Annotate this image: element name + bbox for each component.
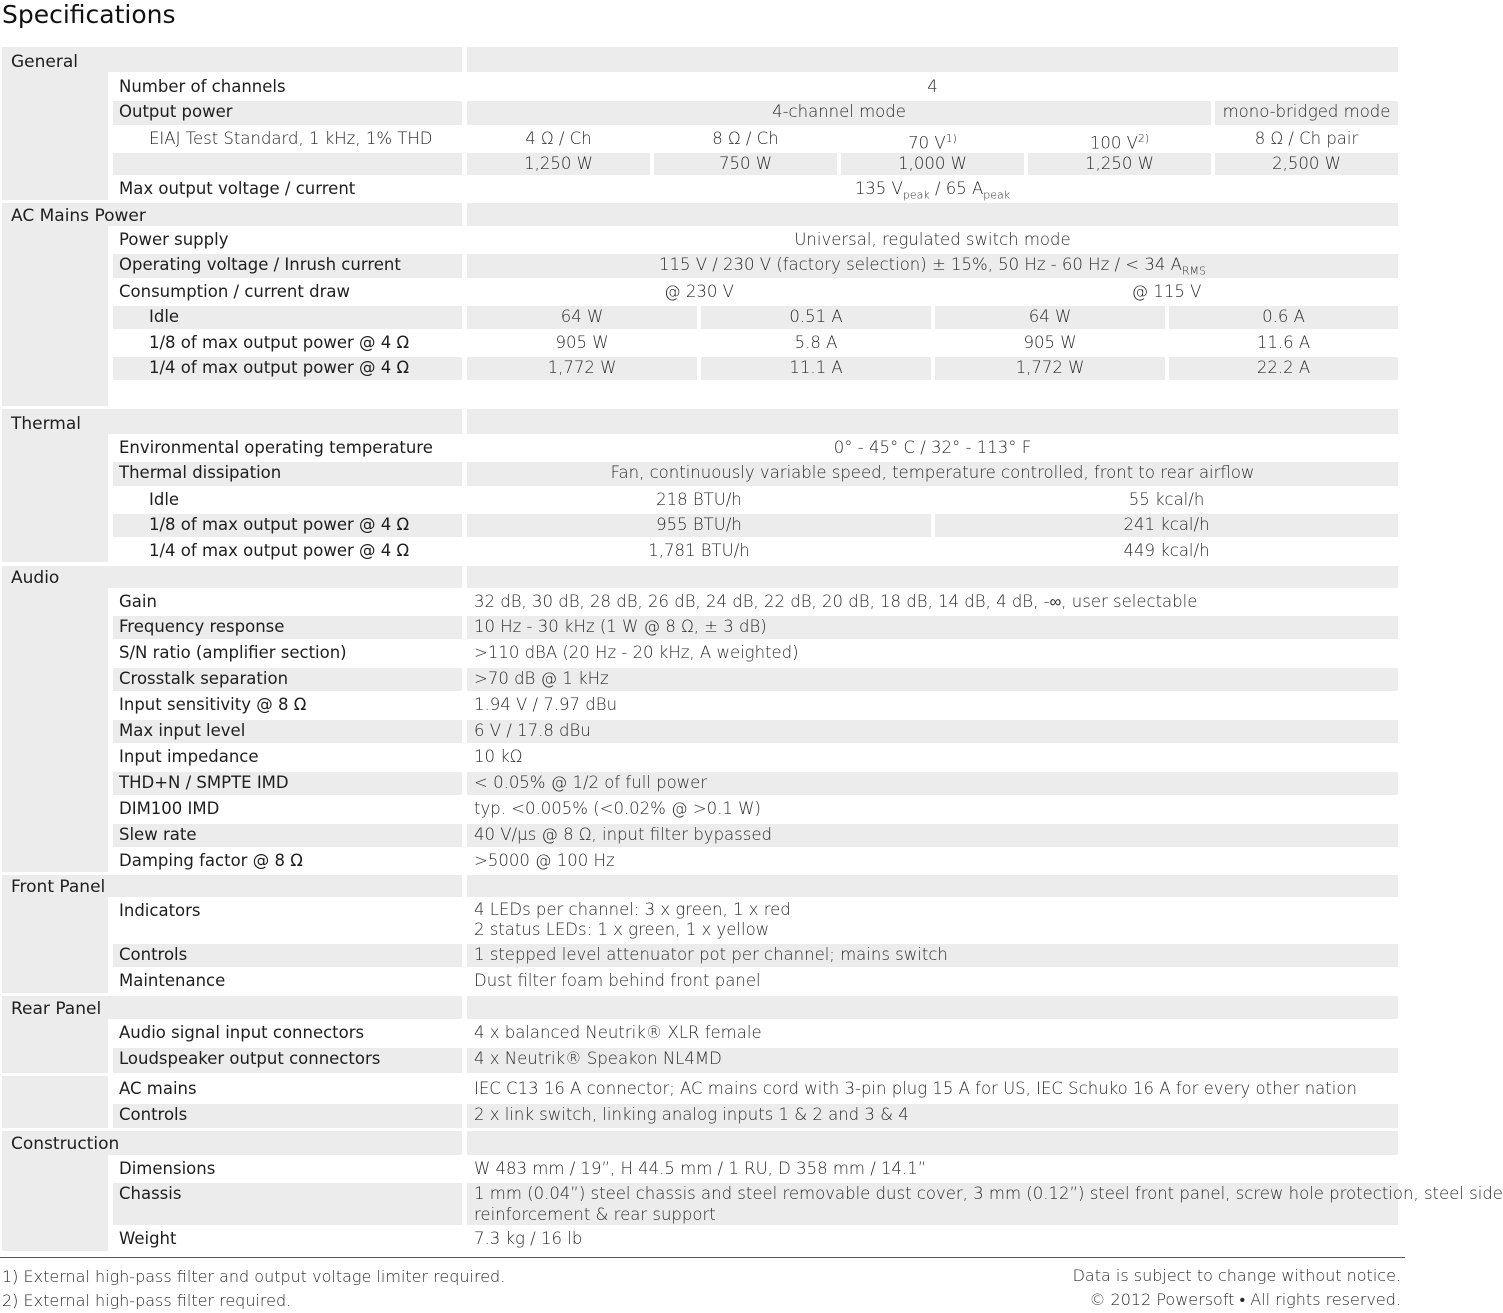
notice-line-2: © 2012 Powersoft • All rights reserved. (1089, 1290, 1401, 1309)
consumption-label: Consumption / current draw (119, 282, 350, 301)
dimensions-value: W 483 mm / 19”, H 44.5 mm / 1 RU, D 358 mm / 14.1” (474, 1159, 927, 1178)
audio-row-label: S/N ratio (amplifier section) (119, 643, 347, 662)
power-4ohm: 1,250 W (467, 153, 650, 175)
power-100v: 1,250 W (1028, 153, 1211, 175)
th-row-idle-v1: 218 BTU/h (656, 490, 742, 509)
audio-row-value: >110 dBA (20 Hz - 20 kHz, A weighted) (474, 643, 799, 662)
th-row-quarter-v2: 449 kcal/h (1123, 541, 1210, 560)
audio-row-value: 6 V / 17.8 dBu (467, 720, 1398, 743)
ac-row-idle-v1: 64 W (467, 306, 697, 329)
footnote-ref-2: 2) (1137, 132, 1150, 145)
supply-label: Power supply (119, 230, 229, 249)
ac-row-eighth-v3: 905 W (1023, 333, 1077, 352)
footnote-1: 1) External high-pass filter and output voltage limiter required. (2, 1267, 506, 1286)
section-rear-panel: Rear Panel (2, 996, 462, 1019)
audio-row-label: Damping factor @ 8 Ω (119, 851, 303, 870)
section-thermal-value-bar (467, 409, 1398, 434)
ac-row-quarter-label: 1/4 of max output power @ 4 Ω (113, 357, 462, 380)
supply-value: Universal, regulated switch mode (794, 230, 1071, 249)
section-audio: Audio (2, 566, 462, 588)
audio-row-value: 10 kΩ (474, 747, 523, 766)
voltage-label: Operating voltage / Inrush current (113, 254, 462, 278)
audio-row-value: 1.94 V / 7.97 dBu (474, 695, 618, 714)
eiaj-label: EIAJ Test Standard, 1 kHz, 1% THD (149, 129, 433, 148)
th-row-eighth-label: 1/8 of max output power @ 4 Ω (113, 514, 462, 537)
max-output-label: Max output voltage / current (119, 179, 356, 198)
audio-row-label: Gain (119, 592, 157, 611)
controls-label: Controls (113, 944, 462, 967)
audio-row-label: DIM100 IMD (119, 799, 220, 818)
section-audio-value-bar (467, 566, 1398, 588)
rear-row-label: Audio signal input connectors (119, 1023, 365, 1042)
section-bg-rear-2 (2, 1076, 108, 1128)
max-output-value: 135 $V_{peak} / 65$ $A_{peak}$ (854, 179, 1011, 202)
ac-row-eighth-v1: 905 W (555, 333, 609, 352)
ac-row-idle-v3: 64 W (935, 306, 1165, 329)
audio-row-label: Input sensitivity @ 8 Ω (119, 695, 307, 714)
footnote-ref-1: 1) (945, 132, 957, 145)
indicators-label: Indicators (119, 901, 201, 920)
maintenance-label: Maintenance (119, 971, 226, 990)
audio-row-label: Slew rate (113, 824, 462, 847)
th-row-eighth-v2: 241 kcal/h (935, 514, 1398, 537)
voltage-value: 115 V / 230 V (factory selection) ± 15%, 50 Hz - 60 Hz / < 34 $A_{RMS}$ (467, 254, 1398, 278)
load-8ohm-pair: 8 Ω / Ch pair (1254, 129, 1359, 148)
section-ac-value-bar (467, 203, 1398, 226)
section-general-value-bar (467, 47, 1398, 72)
notice-line-1: Data is subject to change without notice. (1072, 1266, 1401, 1285)
section-rear-value-bar (467, 996, 1398, 1019)
indicators-value: 4 LEDs per channel: 3 x green, 1 x red 2 status LEDs: 1 x green, 1 x yellow (474, 900, 791, 939)
audio-row-value: >5000 @ 100 Hz (474, 851, 615, 870)
rear-row-value: 4 x balanced Neutrik® XLR female (474, 1023, 762, 1042)
page-title: Specifications (2, 0, 176, 29)
section-thermal: Thermal (2, 409, 462, 434)
channels-label: Number of channels (119, 77, 286, 96)
power-8ohm: 750 W (654, 153, 837, 175)
audio-row-label: Frequency response (113, 616, 462, 639)
load-70v: 70 $V^{1)}$ (908, 132, 957, 153)
section-construction-value-bar (467, 1131, 1398, 1155)
audio-row-value: < 0.05% @ 1/2 of full power (467, 772, 1398, 795)
th-row-idle-label: Idle (149, 490, 180, 509)
audio-row-label: Input impedance (119, 747, 259, 766)
section-front-value-bar (467, 875, 1398, 897)
rear-row-label: Loudspeaker output connectors (113, 1048, 462, 1073)
output-power-label: Output power (113, 101, 462, 125)
section-front-panel: Front Panel (2, 875, 462, 897)
audio-row-value: typ. <0.005% (<0.02% @ >0.1 W) (474, 799, 761, 818)
ac-row-idle-v2: 0.51 A (701, 306, 931, 329)
section-general: General (2, 47, 462, 72)
audio-row-label: THD+N / SMPTE IMD (113, 772, 462, 795)
ac-row-quarter-v4: 22.2 A (1169, 357, 1398, 380)
footnote-2: 2) External high-pass filter required. (2, 1291, 292, 1310)
load-8ohm: 8 Ω / Ch (712, 129, 779, 148)
mode-mono: mono-bridged mode (1215, 101, 1398, 125)
th-row-idle-v2: 55 kcal/h (1128, 490, 1205, 509)
maintenance-value: Dust filter foam behind front panel (474, 971, 761, 990)
dissipation-label: Thermal dissipation (113, 462, 462, 486)
rear-row-value: 2 x link switch, linking analog inputs 1 & 2 and 3 & 4 (467, 1104, 1398, 1128)
rear-row-label: AC mains (119, 1079, 197, 1098)
th-row-quarter-label: 1/4 of max output power @ 4 Ω (149, 541, 410, 560)
weight-label: Weight (119, 1229, 177, 1248)
at-230v: @ 230 V (664, 282, 734, 301)
load-100v: 100 $V^{2)}$ (1089, 132, 1150, 153)
audio-row-value: >70 dB @ 1 kHz (467, 668, 1398, 691)
audio-row-value: 40 V/µs @ 8 Ω, input filter bypassed (467, 824, 1398, 847)
power-row-spacer (113, 153, 462, 175)
chassis-value: 1 mm (0.04”) steel chassis and steel removable dust cover, 3 mm (0.12”) steel front panel, screw hole protection, steel side reinforcement & rear support (467, 1183, 1398, 1225)
env-temp-value: 0° - 45° C / 32° - 113° F (833, 438, 1032, 457)
at-115v: @ 115 V (1131, 282, 1202, 301)
ac-row-quarter-v3: 1,772 W (935, 357, 1165, 380)
th-row-quarter-v1: 1,781 BTU/h (648, 541, 750, 560)
load-4ohm: 4 Ω / Ch (525, 129, 592, 148)
footer-divider (0, 1257, 1405, 1258)
dimensions-label: Dimensions (119, 1159, 216, 1178)
ac-row-eighth-v2: 5.8 A (794, 333, 838, 352)
ac-row-quarter-v2: 11.1 A (701, 357, 931, 380)
rear-row-value: IEC C13 16 A connector; AC mains cord with 3-pin plug 15 A for US, IEC Schuko 16 A for every other nation (474, 1079, 1357, 1098)
channels-value: 4 (927, 77, 938, 96)
ac-row-idle-v4: 0.6 A (1169, 306, 1398, 329)
ac-row-eighth-v4: 11.6 A (1256, 333, 1311, 352)
env-temp-label: Environmental operating temperature (119, 438, 433, 457)
ac-row-eighth-label: 1/8 of max output power @ 4 Ω (149, 333, 410, 352)
chassis-label: Chassis (113, 1183, 462, 1225)
ac-row-quarter-v1: 1,772 W (467, 357, 697, 380)
audio-row-label: Max input level (113, 720, 462, 743)
audio-row-label: Crosstalk separation (113, 668, 462, 691)
power-70v: 1,000 W (841, 153, 1024, 175)
th-row-eighth-v1: 955 BTU/h (467, 514, 931, 537)
section-bg-ac (2, 203, 108, 406)
rear-row-value: 4 x Neutrik® Speakon NL4MD (467, 1048, 1398, 1073)
section-construction: Construction (2, 1131, 462, 1155)
audio-row-value: 10 Hz - 30 kHz (1 W @ 8 Ω, ± 3 dB) (467, 616, 1398, 639)
section-bg-audio (2, 566, 108, 872)
mode-4ch: 4-channel mode (467, 101, 1211, 125)
ac-row-idle-label: Idle (113, 306, 462, 329)
dissipation-value: Fan, continuously variable speed, temperature controlled, front to rear airflow (467, 462, 1398, 486)
rear-row-label: Controls (113, 1104, 462, 1128)
audio-row-value: 32 dB, 30 dB, 28 dB, 26 dB, 24 dB, 22 dB, 20 dB, 18 dB, 14 dB, 4 dB, -∞, user selectable (474, 592, 1198, 611)
weight-value: 7.3 kg / 16 lb (474, 1229, 583, 1248)
section-ac-mains: AC Mains Power (2, 203, 462, 226)
power-mono: 2,500 W (1215, 153, 1398, 175)
controls-value: 1 stepped level attenuator pot per channel; mains switch (467, 944, 1398, 967)
